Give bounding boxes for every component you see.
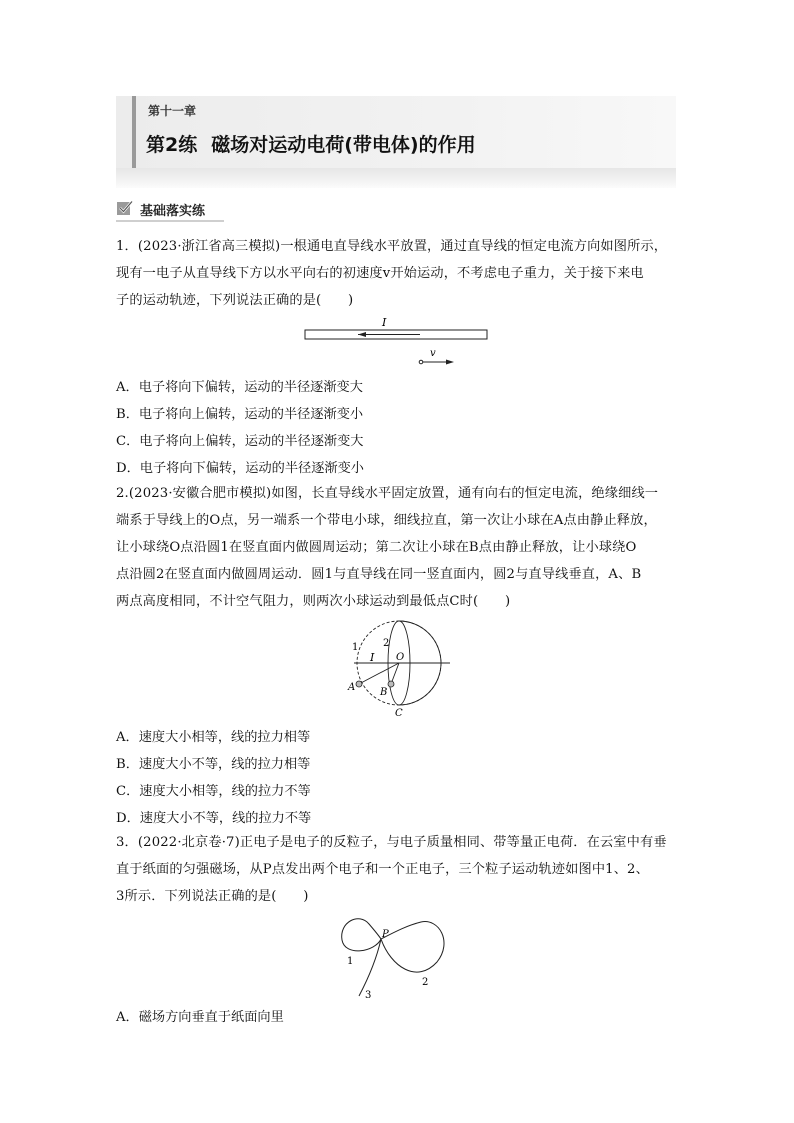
current-label-i: I bbox=[370, 651, 375, 664]
chapter-label: 第十一章 bbox=[148, 104, 197, 118]
point-a-label: A bbox=[348, 682, 356, 693]
ball-a bbox=[356, 681, 362, 687]
q2-text-line-2: 端系于导线上的O点，另一端系一个带电小球，细线拉直，第一次让小球在A点由静止释放， bbox=[116, 513, 657, 528]
velocity-label: v bbox=[430, 348, 436, 359]
track-2-label: 2 bbox=[422, 977, 429, 988]
point-b-label: B bbox=[380, 687, 388, 698]
q1-option-c: C．电子将向上偏转，运动的半径逐渐变大 bbox=[116, 434, 364, 449]
q1-wire-figure bbox=[300, 316, 495, 368]
string-to-a bbox=[359, 663, 399, 684]
track-3-label: 3 bbox=[365, 990, 372, 1000]
page-title bbox=[146, 130, 476, 157]
track-1-label: 1 bbox=[347, 956, 354, 967]
q3-option-a: A．磁场方向垂直于纸面向里 bbox=[116, 1010, 284, 1025]
banner-accent-bar bbox=[132, 96, 136, 168]
current-label: I bbox=[382, 316, 387, 329]
q2-text-line-4: 点沿圆2在竖直面内做圆周运动．圆1与直导线在同一竖直面内，圆2与直导线垂直，A、B bbox=[116, 567, 642, 582]
track-2 bbox=[381, 922, 444, 972]
q3-track-figure bbox=[335, 912, 465, 1000]
electron-dot bbox=[419, 360, 423, 364]
velocity-arrow-head bbox=[446, 360, 454, 365]
q2-option-b: B．速度大小不等，线的拉力相等 bbox=[116, 757, 311, 772]
check-box-icon bbox=[116, 199, 134, 217]
point-o-label: O bbox=[396, 652, 405, 663]
lesson-number: 第2练 bbox=[146, 134, 198, 156]
section-label: 基础落实练 bbox=[140, 204, 206, 219]
q3-text-line-1: 3．(2022·北京卷·7)正电子是电子的反粒子，与电子质量相同、带等量正电荷．在云室中有垂 bbox=[116, 835, 667, 850]
q3-text-line-2: 直于纸面的匀强磁场，从P点发出两个电子和一个正电子，三个粒子运动轨迹如图中1、2、 bbox=[116, 862, 649, 877]
track-1 bbox=[342, 919, 381, 951]
banner-shadow bbox=[116, 168, 676, 188]
chapter-banner bbox=[116, 96, 676, 190]
section-underline bbox=[116, 220, 224, 222]
point-c-label: C bbox=[395, 708, 403, 719]
q3-text-line-3: 3所示．下列说法正确的是( ) bbox=[116, 889, 309, 904]
q1-option-d: D．电子将向下偏转，运动的半径逐渐变小 bbox=[116, 461, 364, 476]
circle-1-label: 1 bbox=[352, 642, 359, 653]
q2-text-line-5: 两点高度相同，不计空气阻力，则两次小球运动到最低点C时( ) bbox=[116, 594, 511, 609]
q2-option-a: A．速度大小相等，线的拉力相等 bbox=[116, 730, 311, 745]
q2-option-c: C．速度大小相等，线的拉力不等 bbox=[116, 784, 311, 799]
q1-text-line-1: 1．(2023·浙江省高三模拟)一根通电直导线水平放置，通过直导线的恒定电流方向如图所示， bbox=[116, 239, 668, 254]
q2-circle-figure bbox=[340, 618, 460, 724]
ball-b bbox=[388, 681, 394, 687]
q1-text-line-2: 现有一电子从直导线下方以水平向右的初速度v开始运动，不考虑电子重力，关于接下来电 bbox=[116, 266, 644, 281]
q2-text-line-1: 2.(2023·安徽合肥市模拟)如图，长直导线水平固定放置，通有向右的恒定电流，绝缘细线一 bbox=[116, 486, 659, 501]
point-p-label: P bbox=[382, 929, 389, 940]
q2-option-d: D．速度大小不等，线的拉力不等 bbox=[116, 811, 312, 826]
q1-text-line-3: 子的运动轨迹，下列说法正确的是( ) bbox=[116, 293, 354, 308]
track-3 bbox=[359, 939, 381, 996]
q1-option-a: A．电子将向下偏转，运动的半径逐渐变大 bbox=[116, 380, 363, 395]
section-heading bbox=[116, 198, 224, 220]
lesson-title: 磁场对运动电荷(带电体)的作用 bbox=[211, 134, 476, 156]
circle-2-label: 2 bbox=[383, 638, 390, 649]
q1-option-b: B．电子将向上偏转，运动的半径逐渐变小 bbox=[116, 407, 364, 422]
q2-text-line-3: 让小球绕O点沿圆1在竖直面内做圆周运动；第二次让小球在B点由静止释放，让小球绕O bbox=[116, 540, 637, 555]
